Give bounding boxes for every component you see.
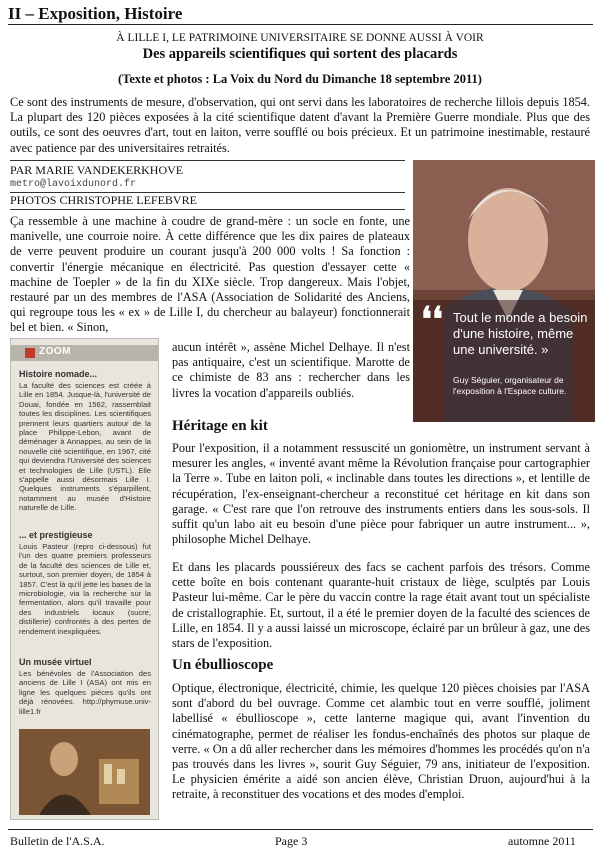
pasteur-illustration [19,729,150,815]
byline-author: PAR MARIE VANDEKERKHOVE [10,163,184,177]
zoom-sidebar [10,338,159,820]
zoom-square-icon [25,348,35,358]
byline-rule-3 [10,209,405,210]
paragraph-3: Et dans les placards poussiéreux des facs se cachent parfois des trésors. Comme cette boîte en bois contenant quarante-huit cristaux de liège, sculptés par Louis Pasteur lui-même. Car le père du vaccin contre la rage était avant tout un spécialiste de cristallographie. Et, surtout, il a été le premier doyen de la faculté des sciences de Lille, en 1854. Il y a aussi laissé un microscope, éclairé par un brûleur à gaz, une des stars de l'exposition. [172,560,590,651]
kicker: À LILLE I, LE PATRIMOINE UNIVERSITAIRE SE DONNE AUSSI À VOIR [116,32,484,44]
byline-photos: PHOTOS CHRISTOPHE LEFEBVRE [10,193,197,207]
quote-mark-icon: ❛❛ [421,302,443,339]
paragraph-2: Pour l'exposition, il a notamment ressuscité un goniomètre, un instrument servant à mesurer les angles, « inventé avant même la Révolution française pour cartographier la Terre ». Tube en laiton poli, « inclinable dans toutes les directions », et lentille de récupération, l'ex-enseignant-chercheur a reconstitué cet héritage en kit dans son garage. « C'est rare que l'on retrouve des instruments entiers dans les sous-sols. Il suffit qu'un labo ait eu besoin d'une pièce pour fabriquer un autre instrument... », philosophe Michel Delhaye. [172,441,590,547]
byline-rule [10,160,405,161]
zoom-heading-3: Un musée virtuel [19,657,92,667]
headline: Des appareils scientifiques qui sortent des placards [142,46,458,62]
source-line: (Texte et photos : La Voix du Nord du Dimanche 18 septembre 2011) [118,72,482,86]
byline-email: metro@lavoixdunord.fr [10,179,137,190]
footer-rule [8,829,593,830]
paragraph-1: Ça ressemble à une machine à coudre de grand-mère : un socle en fonte, une manivelle, une courroie noire. À cette différence que les dix paires de plateaux de verre peuvent produire un courant jusqu'à 200 000 volts ! Sa fonction : convertir l'énergie mécanique en électricité. Pas question d'essayer cette « machine de Toepler » de la fin du XIXe siècle. Trop dangereux. Mais l'objet, restauré par un des membres de l'ASA (Association de Solidarité des Anciens, qui regroupe tous les « ex » de Lille I, du chercheur au balayeur) fonctionnerait bel et bien. « Sinon, [10,214,410,335]
pull-quote-text: Tout le monde a besoin d'une histoire, même une université. » [453,310,588,357]
subheading-heritage: Héritage en kit [172,418,268,434]
footer-right: automne 2011 [508,834,576,848]
subheading-ebullioscope: Un ébullioscope [172,657,274,673]
zoom-text-1: La faculté des sciences est créée à Lille en 1854. Jusque-là, l'université de Douai, fondée en 1562, rassemblait toutes les disciplines. Les scientifiques prennent leurs quartiers autour de la place Philippe-Lebon, avant de déménager à Annappes, au sein de la nouvelle cité scientifique, en 1967, cité qui deviendra l'Université des sciences et technologies de Lille (USTL). Elle s'appelle aussi désormais Lille I. Quelques instruments s'éparpillent, notamment au musée d'Histoire naturelle de Lille. [19,381,151,513]
portrait-photo [413,160,595,422]
zoom-label: ZOOM [39,346,71,357]
zoom-heading-2: ... et prestigieuse [19,530,93,540]
footer-left: Bulletin de l'A.S.A. [10,834,105,848]
section-title: II – Exposition, Histoire [8,4,183,23]
zoom-text-2: Louis Pasteur (repro ci-dessous) fut l'un des quatre premiers professeurs de la faculté des sciences de Lille et, surtout, son premier doyen, de 1854 à 1857. C'est là qu'il jette les bases de la microbiologie, via la recherche sur la fermentation, alors qu'il travaille pour des industriels locaux (sucre, distillerie) confrontés à des pertes de rendement inexpliquées. [19,542,151,636]
intro-paragraph: Ce sont des instruments de mesure, d'observation, qui ont servi dans les laboratoires de recherche lillois depuis 1854. La plupart des 120 pièces exposées à la cité scientifique datent d'avant la Première Guerre mondiale. Plus que des outils, ce sont des oeuvres d'art, tout en laiton, verre soufflé ou bois précieux. Et un patrimoine inestimable, restauré avec patience par des universitaires retraités. [10,95,590,155]
pasteur-portrait-image [19,729,150,815]
footer-page-number: Page 3 [275,834,308,848]
pull-quote-attribution: Guy Séguier, organisateur de l'exposition à l'Espace culture. [453,375,567,396]
paragraph-1-continued: aucun intérêt », assène Michel Delhaye. Il n'est pas antiquaire, c'est un scientifique. Marotte de ce chimiste de 83 ans : rechercher dans les livres la vocation d'appareils oubliés. [172,340,410,400]
paragraph-4: Optique, électronique, électricité, chimie, les quelque 120 pièces choisies par l'ASA sont d'abord du bel ouvrage. Comme cet alambic tout en verre soufflé, joliment labellisé « ébullioscope », cette lanterne magique qui, avant l'invention du cinématographe, permet de réaliser les fondus-enchaînés des photos sur plaque de verre. « On a dû aller rechercher dans les mémoires d'hommes les procédés qu'on n'a pas trouvés dans les livres », sourit Guy Séguier, 79 ans, initiateur de l'exposition. Le physicien émérite a aidé son ancien élève, Christian Druon, aujourd'hui à la retraite, à reconstituer des vocations et des modes d'emploi. [172,681,590,802]
zoom-text-3: Les bénévoles de l'Association des anciens de Lille I (ASA) ont mis en ligne les quelques pièces qu'ils ont déjà rénovées. http://phymuse.univ-lille1.fr [19,669,151,716]
zoom-heading-1: Histoire nomade... [19,369,98,379]
top-rule [8,24,593,25]
